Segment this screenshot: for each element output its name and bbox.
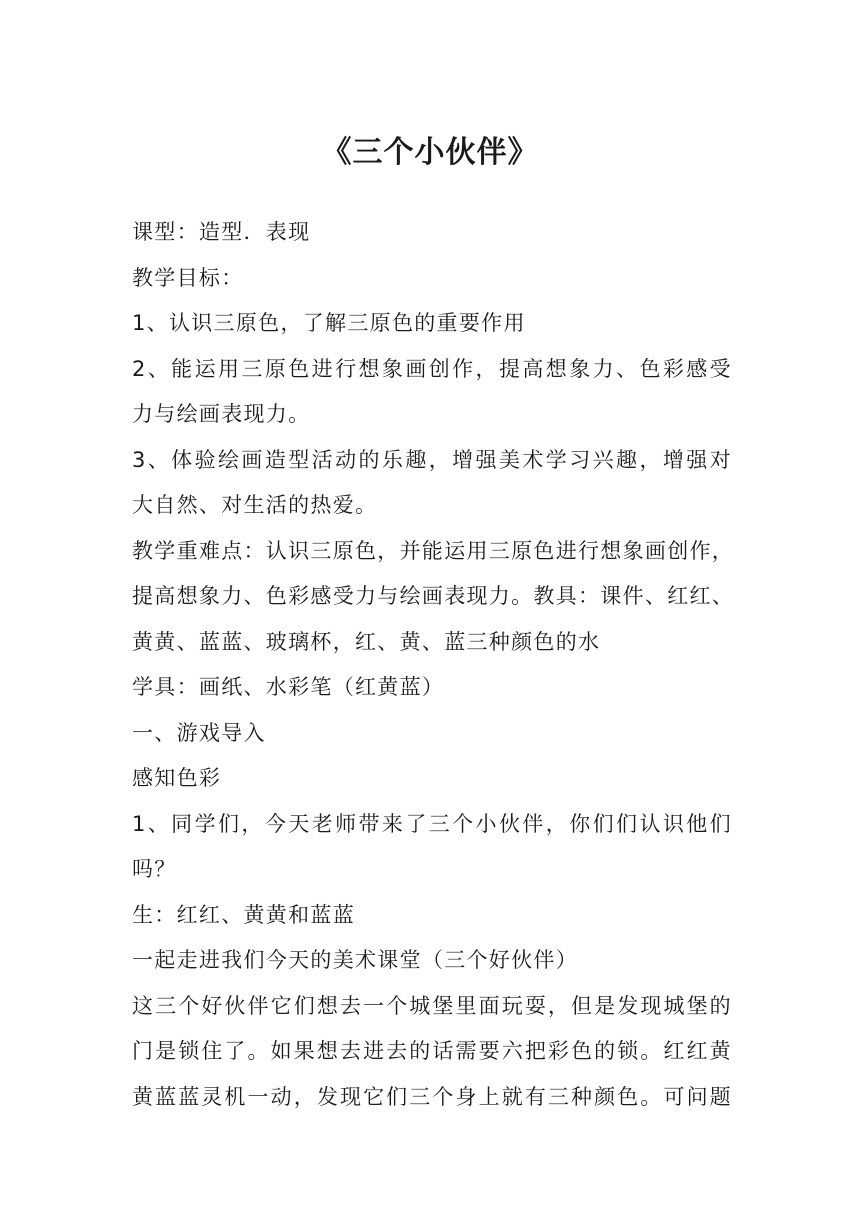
paragraph-objectives-heading	[132, 256, 732, 302]
paragraph-question-1	[132, 802, 732, 893]
text-line: 感知色彩	[132, 766, 222, 790]
text-line: 3、体验绘画造型活动的乐趣，增强美术学习兴趣，增强对	[132, 447, 732, 472]
text-line: 门是锁住了。如果想去进去的话需要六把彩色的锁。红红黄	[132, 1039, 732, 1063]
text-line: 教学目标：	[132, 265, 244, 290]
paragraph-key-points	[132, 529, 735, 666]
text-line: 吗？	[132, 857, 177, 881]
paragraph-lesson-type	[132, 210, 732, 256]
paragraph-objective-2	[132, 347, 732, 438]
text-line: 一起走进我们今天的美术课堂（三个好伙伴）	[132, 948, 578, 972]
text-line: 大自然、对生活的热爱。	[132, 493, 378, 517]
text-line: 力与绘画表现力。	[132, 402, 311, 426]
text-line: 2、能运用三原色进行想象画创作，提高想象力、色彩感受	[132, 356, 732, 381]
paragraph-perceive-color	[132, 756, 732, 802]
text-line: 黄黄、蓝蓝、玻璃杯，红、黄、蓝三种颜色的水	[132, 629, 601, 654]
paragraph-objective-3	[132, 438, 732, 529]
text-line: 黄蓝蓝灵机一动，发现它们三个身上就有三种颜色。可问题	[132, 1084, 732, 1109]
paragraph-enter-classroom	[132, 938, 732, 984]
paragraph-student-materials	[132, 665, 732, 711]
text-line: 1、同学们，今天老师带来了三个小伙伴，你们们认识他们	[132, 811, 732, 836]
text-line: 学具：画纸、水彩笔（红黄蓝）	[132, 675, 445, 699]
paragraph-castle-story	[132, 984, 732, 1121]
paragraph-student-answer	[132, 893, 732, 939]
text-line: 提高想象力、色彩感受力与绘画表现力。教具：课件、红红、	[132, 584, 735, 608]
document-body	[132, 210, 735, 1120]
paragraph-objective-1	[132, 301, 732, 347]
text-line: 课型：造型．表现	[132, 220, 311, 244]
text-line: 这三个好伙伴它们想去一个城堡里面玩耍，但是发现城堡的	[132, 993, 732, 1018]
text-line: 1、认识三原色，了解三原色的重要作用	[132, 311, 526, 335]
document-title: 《三个小伙伴》	[321, 135, 539, 170]
text-line: 一、游戏导入	[132, 720, 266, 745]
text-line: 教学重难点：认识三原色，并能运用三原色进行想象画创作，	[132, 538, 735, 563]
paragraph-section-1-heading	[132, 711, 732, 757]
text-line: 生：红红、黄黄和蓝蓝	[132, 902, 355, 927]
